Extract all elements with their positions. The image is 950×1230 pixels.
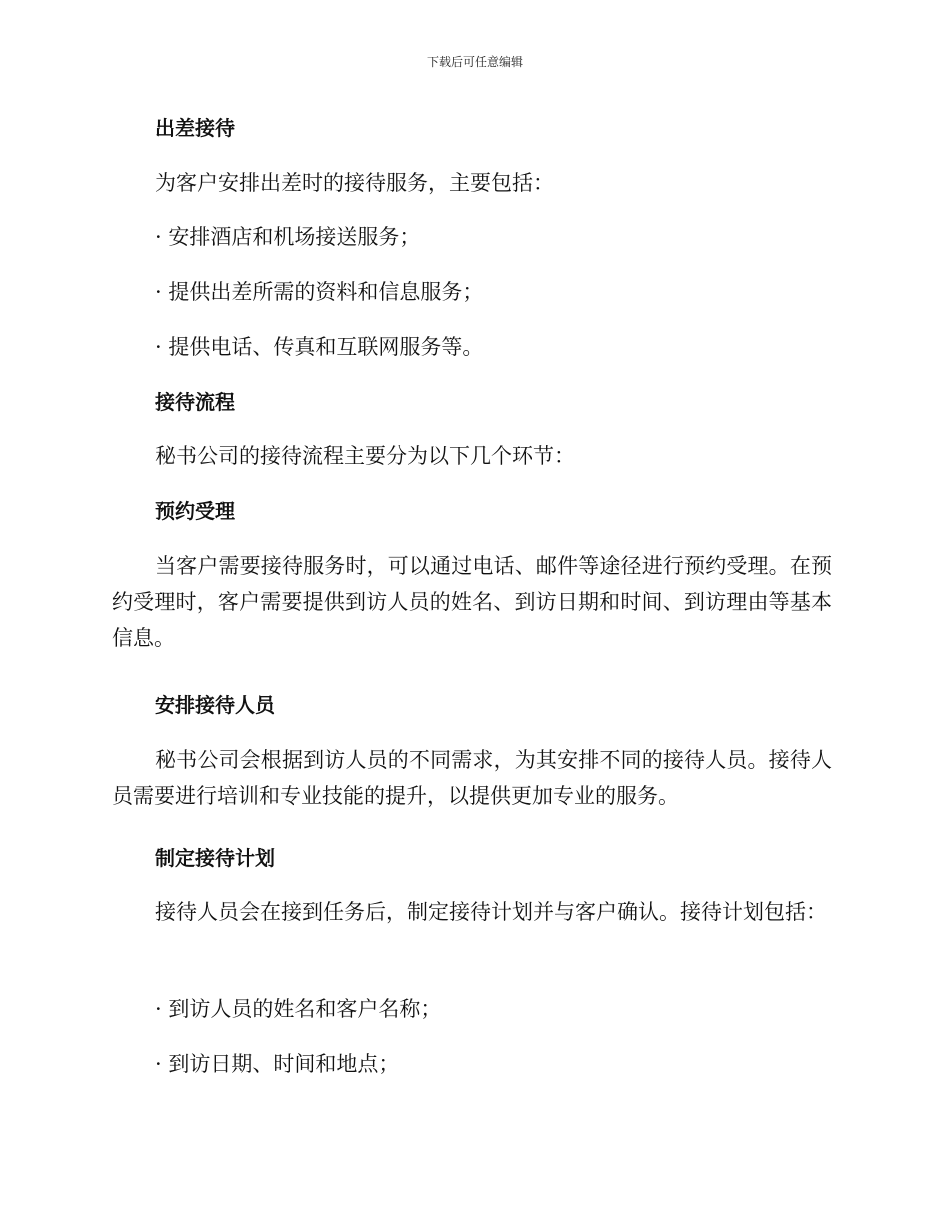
section-heading-reception-process: 接待流程: [155, 390, 235, 414]
bullet-item-visitor-name: · 到访人员的姓名和客户名称；: [155, 997, 442, 1021]
section-heading-booking: 预约受理: [155, 499, 235, 523]
paragraph-assign-staff: 秘书公司会根据到访人员的不同需求，为其安排不同的接待人员。接待人员需要进行培训和专业技能的提升，以提供更加专业的服务。: [112, 748, 832, 808]
paragraph-business-trip-intro: 为客户安排出差时的接待服务，主要包括：: [155, 171, 554, 195]
bullet-item-visit-date: · 到访日期、时间和地点；: [155, 1052, 400, 1076]
section-heading-make-plan: 制定接待计划: [155, 846, 275, 870]
paragraph-process-intro: 秘书公司的接待流程主要分为以下几个环节：: [155, 444, 575, 468]
page-header: 下载后可任意编辑: [426, 55, 523, 69]
paragraph-make-plan: 接待人员会在接到任务后，制定接待计划并与客户确认。接待计划包括：: [155, 900, 827, 924]
bullet-item-materials: · 提供出差所需的资料和信息服务；: [155, 280, 484, 304]
section-heading-assign-staff: 安排接待人员: [155, 693, 275, 717]
paragraph-booking: 当客户需要接待服务时，可以通过电话、邮件等途径进行预约受理。在预约受理时，客户需要提供到访人员的姓名、到访日期和时间、到访理由等基本信息。: [112, 554, 832, 650]
bullet-item-phone-fax: · 提供电话、传真和互联网服务等。: [155, 335, 484, 359]
bullet-item-hotel: · 安排酒店和机场接送服务；: [155, 225, 421, 249]
section-heading-business-trip: 出差接待: [155, 116, 235, 140]
